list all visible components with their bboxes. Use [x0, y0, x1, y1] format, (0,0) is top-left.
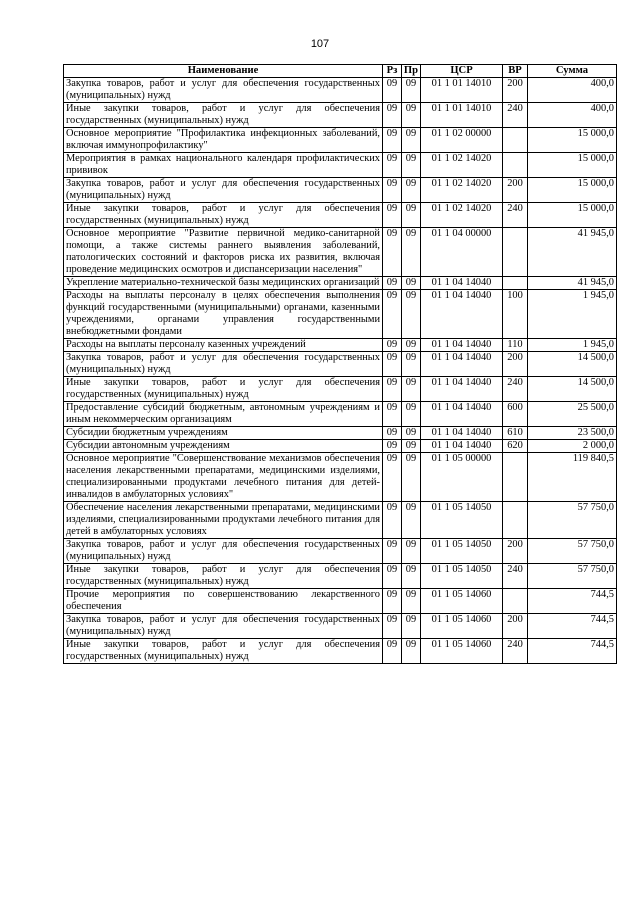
table-row [64, 128, 617, 153]
cell-rz: 09 [383, 128, 402, 153]
cell-rz: 09 [383, 502, 402, 539]
cell-rz: 09 [383, 277, 402, 290]
cell-rz: 09 [383, 614, 402, 639]
table-row [64, 153, 617, 178]
cell-sum: 57 750,0 [528, 539, 617, 564]
cell-vr: 110 [503, 339, 528, 352]
cell-rz: 09 [383, 228, 402, 277]
cell-sum: 744,5 [528, 614, 617, 639]
cell-name: Прочие мероприятия по совершенствованию лекарственного обеспечения [64, 589, 383, 614]
cell-pr: 09 [402, 352, 421, 377]
cell-csr: 01 1 04 14040 [421, 427, 503, 440]
cell-csr: 01 1 02 14020 [421, 153, 503, 178]
table-row [64, 502, 617, 539]
table-row [64, 564, 617, 589]
cell-rz: 09 [383, 440, 402, 453]
table-row [64, 277, 617, 290]
cell-sum: 15 000,0 [528, 203, 617, 228]
cell-vr [503, 453, 528, 502]
cell-pr: 09 [402, 178, 421, 203]
cell-vr: 200 [503, 539, 528, 564]
cell-rz: 09 [383, 564, 402, 589]
cell-sum: 14 500,0 [528, 377, 617, 402]
cell-name: Иные закупки товаров, работ и услуг для обеспечения государственных (муниципальных) нужд [64, 639, 383, 664]
cell-sum: 2 000,0 [528, 440, 617, 453]
header-rz: Рз [383, 65, 402, 78]
cell-name: Субсидии автономным учреждениям [64, 440, 383, 453]
cell-csr: 01 1 05 00000 [421, 453, 503, 502]
table-row [64, 614, 617, 639]
header-pr: Пр [402, 65, 421, 78]
cell-name: Закупка товаров, работ и услуг для обеспечения государственных (муниципальных) нужд [64, 78, 383, 103]
cell-pr: 09 [402, 614, 421, 639]
cell-vr: 200 [503, 614, 528, 639]
cell-csr: 01 1 01 14010 [421, 103, 503, 128]
cell-sum: 25 500,0 [528, 402, 617, 427]
cell-vr: 240 [503, 564, 528, 589]
cell-vr [503, 153, 528, 178]
table-row [64, 589, 617, 614]
cell-name: Расходы на выплаты персоналу в целях обеспечения выполнения функций государственными (муниципальными) органами, казенными учреждениями, органами управления государственными внебюджетными фондами [64, 290, 383, 339]
cell-pr: 09 [402, 539, 421, 564]
table-row [64, 352, 617, 377]
cell-vr: 240 [503, 103, 528, 128]
cell-rz: 09 [383, 639, 402, 664]
table-row [64, 228, 617, 277]
cell-rz: 09 [383, 589, 402, 614]
cell-pr: 09 [402, 440, 421, 453]
cell-vr [503, 277, 528, 290]
cell-csr: 01 1 04 14040 [421, 277, 503, 290]
cell-pr: 09 [402, 564, 421, 589]
cell-pr: 09 [402, 290, 421, 339]
table-row [64, 203, 617, 228]
cell-pr: 09 [402, 453, 421, 502]
header-vr: ВР [503, 65, 528, 78]
table-row [64, 78, 617, 103]
cell-vr: 240 [503, 639, 528, 664]
cell-sum: 41 945,0 [528, 228, 617, 277]
cell-sum: 14 500,0 [528, 352, 617, 377]
cell-name: Расходы на выплаты персоналу казенных учреждений [64, 339, 383, 352]
cell-csr: 01 1 04 14040 [421, 352, 503, 377]
cell-sum: 400,0 [528, 103, 617, 128]
cell-csr: 01 1 04 14040 [421, 290, 503, 339]
cell-sum: 119 840,5 [528, 453, 617, 502]
cell-sum: 744,5 [528, 639, 617, 664]
header-csr: ЦСР [421, 65, 503, 78]
cell-name: Иные закупки товаров, работ и услуг для обеспечения государственных (муниципальных) нужд [64, 564, 383, 589]
cell-vr: 240 [503, 203, 528, 228]
cell-pr: 09 [402, 339, 421, 352]
cell-name: Основное мероприятие "Совершенствование механизмов обеспечения населения лекарственными препаратами, медицинскими изделиями, специализированными продуктами лечебного питания для детей-инвалидов в амбулаторных условиях" [64, 453, 383, 502]
cell-rz: 09 [383, 402, 402, 427]
cell-rz: 09 [383, 103, 402, 128]
cell-sum: 1 945,0 [528, 290, 617, 339]
cell-rz: 09 [383, 427, 402, 440]
budget-table [63, 64, 617, 664]
cell-pr: 09 [402, 128, 421, 153]
cell-name: Субсидии бюджетным учреждениям [64, 427, 383, 440]
cell-sum: 15 000,0 [528, 178, 617, 203]
cell-pr: 09 [402, 639, 421, 664]
cell-pr: 09 [402, 228, 421, 277]
table-row [64, 402, 617, 427]
cell-rz: 09 [383, 203, 402, 228]
cell-vr: 620 [503, 440, 528, 453]
cell-pr: 09 [402, 78, 421, 103]
cell-vr [503, 589, 528, 614]
cell-vr [503, 228, 528, 277]
table-row [64, 453, 617, 502]
cell-pr: 09 [402, 402, 421, 427]
cell-sum: 23 500,0 [528, 427, 617, 440]
header-name: Наименование [64, 65, 383, 78]
cell-pr: 09 [402, 203, 421, 228]
cell-sum: 1 945,0 [528, 339, 617, 352]
cell-sum: 400,0 [528, 78, 617, 103]
table-row [64, 290, 617, 339]
cell-pr: 09 [402, 502, 421, 539]
cell-sum: 15 000,0 [528, 153, 617, 178]
table-row [64, 339, 617, 352]
table-row [64, 539, 617, 564]
cell-pr: 09 [402, 589, 421, 614]
cell-name: Основное мероприятие "Профилактика инфекционных заболеваний, включая иммунопрофилактику" [64, 128, 383, 153]
cell-csr: 01 1 04 14040 [421, 440, 503, 453]
cell-name: Иные закупки товаров, работ и услуг для обеспечения государственных (муниципальных) нужд [64, 377, 383, 402]
cell-sum: 41 945,0 [528, 277, 617, 290]
cell-name: Укрепление материально-технической базы медицинских организаций [64, 277, 383, 290]
cell-vr [503, 128, 528, 153]
cell-csr: 01 1 05 14050 [421, 502, 503, 539]
cell-csr: 01 1 04 14040 [421, 402, 503, 427]
cell-sum: 15 000,0 [528, 128, 617, 153]
cell-csr: 01 1 05 14060 [421, 614, 503, 639]
page-number: 107 [310, 38, 330, 50]
cell-rz: 09 [383, 178, 402, 203]
cell-rz: 09 [383, 539, 402, 564]
cell-pr: 09 [402, 277, 421, 290]
table-row [64, 178, 617, 203]
cell-name: Закупка товаров, работ и услуг для обеспечения государственных (муниципальных) нужд [64, 614, 383, 639]
cell-name: Предоставление субсидий бюджетным, автономным учреждениям и иным некоммерческим организациям [64, 402, 383, 427]
header-sum: Сумма [528, 65, 617, 78]
cell-vr: 600 [503, 402, 528, 427]
table-row [64, 639, 617, 664]
cell-csr: 01 1 05 14050 [421, 539, 503, 564]
table-row [64, 377, 617, 402]
cell-rz: 09 [383, 352, 402, 377]
cell-csr: 01 1 01 14010 [421, 78, 503, 103]
cell-rz: 09 [383, 377, 402, 402]
cell-name: Закупка товаров, работ и услуг для обеспечения государственных (муниципальных) нужд [64, 539, 383, 564]
cell-rz: 09 [383, 78, 402, 103]
cell-vr [503, 502, 528, 539]
cell-name: Закупка товаров, работ и услуг для обеспечения государственных (муниципальных) нужд [64, 178, 383, 203]
cell-vr: 200 [503, 78, 528, 103]
cell-pr: 09 [402, 377, 421, 402]
cell-sum: 57 750,0 [528, 502, 617, 539]
cell-csr: 01 1 04 14040 [421, 377, 503, 402]
cell-vr: 240 [503, 377, 528, 402]
cell-pr: 09 [402, 153, 421, 178]
cell-csr: 01 1 04 00000 [421, 228, 503, 277]
table-row [64, 440, 617, 453]
cell-name: Иные закупки товаров, работ и услуг для обеспечения государственных (муниципальных) нужд [64, 203, 383, 228]
cell-sum: 57 750,0 [528, 564, 617, 589]
cell-name: Мероприятия в рамках национального календаря профилактических прививок [64, 153, 383, 178]
cell-csr: 01 1 05 14050 [421, 564, 503, 589]
cell-rz: 09 [383, 453, 402, 502]
table-body [64, 78, 617, 664]
cell-name: Иные закупки товаров, работ и услуг для обеспечения государственных (муниципальных) нужд [64, 103, 383, 128]
cell-name: Закупка товаров, работ и услуг для обеспечения государственных (муниципальных) нужд [64, 352, 383, 377]
cell-csr: 01 1 05 14060 [421, 589, 503, 614]
cell-name: Обеспечение населения лекарственными препаратами, медицинскими изделиями, специализированными продуктами лечебного питания для детей в амбулаторных условиях [64, 502, 383, 539]
cell-pr: 09 [402, 427, 421, 440]
cell-csr: 01 1 04 14040 [421, 339, 503, 352]
cell-csr: 01 1 02 14020 [421, 203, 503, 228]
cell-rz: 09 [383, 290, 402, 339]
cell-csr: 01 1 02 14020 [421, 178, 503, 203]
cell-csr: 01 1 02 00000 [421, 128, 503, 153]
cell-vr: 200 [503, 178, 528, 203]
cell-rz: 09 [383, 153, 402, 178]
cell-rz: 09 [383, 339, 402, 352]
table-row [64, 103, 617, 128]
cell-sum: 744,5 [528, 589, 617, 614]
cell-vr: 200 [503, 352, 528, 377]
cell-vr: 100 [503, 290, 528, 339]
table-header-row [64, 65, 617, 78]
table-row [64, 427, 617, 440]
cell-csr: 01 1 05 14060 [421, 639, 503, 664]
cell-vr: 610 [503, 427, 528, 440]
cell-pr: 09 [402, 103, 421, 128]
cell-name: Основное мероприятие "Развитие первичной медико-санитарной помощи, а также системы раннего выявления заболеваний, патологических состояний и факторов риска их развития, включая проведение медицинских осмотров и диспансеризации населения" [64, 228, 383, 277]
